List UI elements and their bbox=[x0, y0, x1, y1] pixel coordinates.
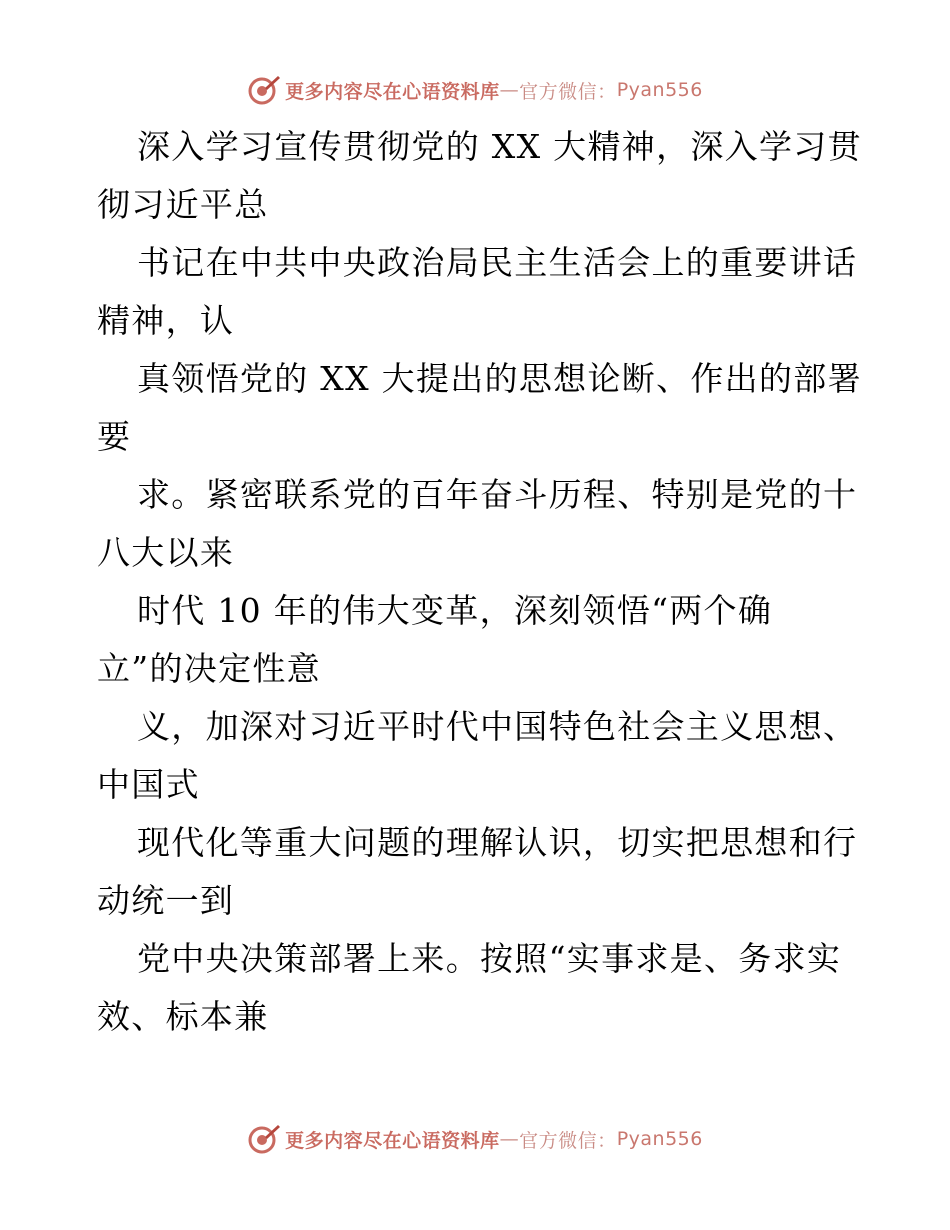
paragraph-continuation: 彻习近平总 bbox=[97, 185, 269, 224]
paragraph-first-line: 深入学习宣传贯彻党的 XX 大精神，深入学习贯 bbox=[137, 127, 862, 166]
paragraph bbox=[97, 582, 857, 698]
paragraph-continuation: 精神，认 bbox=[97, 301, 235, 340]
paragraph-continuation: 中国式 bbox=[97, 765, 200, 804]
paragraph bbox=[97, 350, 862, 466]
paragraph-first-line: 现代化等重大问题的理解认识，切实把思想和行 bbox=[137, 823, 858, 862]
watermark-wechat-id: Pyan556 bbox=[616, 79, 703, 101]
paragraph-continuation: 要 bbox=[97, 417, 132, 456]
paragraph bbox=[97, 118, 862, 234]
paragraph-first-line: 真领悟党的 XX 大提出的思想论断、作出的部署 bbox=[137, 359, 862, 398]
footer-watermark bbox=[0, 1119, 950, 1159]
watermark-main-text: 更多内容尽在心语资料库 bbox=[285, 80, 500, 103]
watermark-wechat-id: Pyan556 bbox=[616, 1128, 703, 1150]
pen-seal-icon bbox=[247, 1122, 281, 1156]
paragraph-continuation: 立”的决定性意 bbox=[97, 649, 321, 688]
paragraph-first-line: 义，加深对习近平时代中国特色社会主义思想、 bbox=[137, 707, 858, 746]
watermark-dash: — bbox=[499, 1128, 520, 1150]
paragraph bbox=[97, 814, 857, 930]
paragraph-continuation: 八大以来 bbox=[97, 533, 235, 572]
paragraph-first-line: 党中央决策部署上来。按照“实事求是、务求实 bbox=[137, 939, 842, 978]
paragraph-continuation: 动统一到 bbox=[97, 881, 235, 920]
document-body bbox=[97, 118, 862, 1046]
watermark-sub-text: 官方微信： bbox=[519, 1129, 617, 1152]
paragraph-first-line: 求。紧密联系党的百年奋斗历程、特别是党的十 bbox=[137, 475, 858, 514]
paragraph-first-line: 时代 10 年的伟大变革，深刻领悟“两个确 bbox=[137, 591, 773, 630]
paragraph bbox=[97, 466, 857, 582]
paragraph-first-line: 书记在中共中央政治局民主生活会上的重要讲话 bbox=[137, 243, 858, 282]
paragraph bbox=[97, 698, 857, 814]
paragraph bbox=[97, 234, 857, 350]
paragraph bbox=[97, 930, 857, 1046]
watermark-sub-text: 官方微信： bbox=[519, 80, 617, 103]
header-watermark bbox=[0, 70, 950, 110]
pen-seal-icon bbox=[247, 73, 281, 107]
watermark-main-text: 更多内容尽在心语资料库 bbox=[285, 1129, 500, 1152]
paragraph-continuation: 效、标本兼 bbox=[97, 997, 269, 1036]
watermark-dash: — bbox=[499, 79, 520, 101]
